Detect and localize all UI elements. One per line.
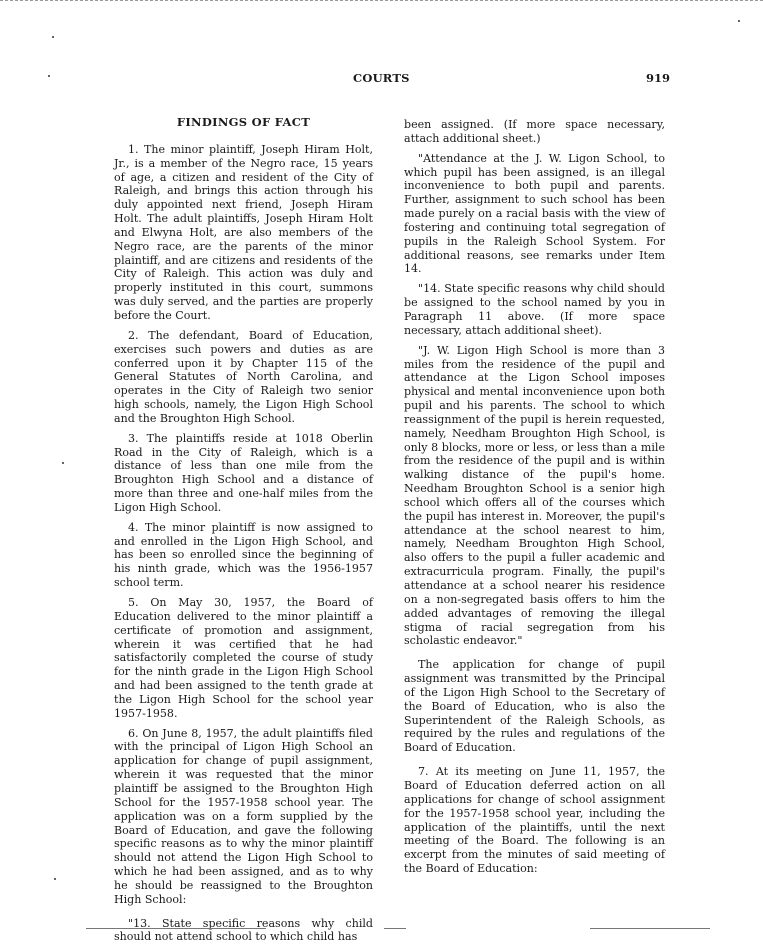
running-head [0, 71, 763, 87]
scan-speck [738, 20, 740, 22]
top-dashed-border [0, 0, 763, 1]
quote-item-14: "14. State specific reasons why child should be assigned to the school named by you in Paragraph 11 above. (If more space necessary, attach additional sheet). [404, 282, 665, 337]
bottom-rule-right [590, 928, 710, 929]
finding-paragraph-5: 5. On May 30, 1957, the Board of Education delivered to the minor plaintiff a certificate of promotion and assignment, wherein it was certified that he had satisfactorily completed the course of study for the ninth grade in the Ligon High School and had been assigned to the tenth grade at the Ligon High School for the school year 1957-1958. [114, 596, 373, 720]
finding-paragraph-6: 6. On June 8, 1957, the adult plaintiffs filed with the principal of Ligon High School an application for change of pupil assignment, wherein it was requested that the minor plaintiff be assigned to the Broughton High School for the 1957-1958 school year. The application was on a form supplied by the Board of Education, and gave the following specific reasons as to why the minor plaintiff should not attend the Ligon High School to which he had been assigned, and as to why he should be reassigned to the Broughton High School: [114, 726, 373, 906]
left-column [114, 116, 373, 950]
section-heading: FINDINGS OF FACT [176, 115, 311, 129]
finding-paragraph-2: 2. The defendant, Board of Education, exercises such powers and duties as are conferred upon it by Chapter 115 of the General Statutes of North Carolina, and operates in the City of Raleigh two senior high schools, namely, the Ligon High School and the Broughton High School. [114, 328, 373, 425]
bottom-rule-left [86, 928, 266, 929]
scan-speck [54, 878, 56, 880]
quote-item-13-continuation: been assigned. (If more space necessary, attach additional sheet.) [404, 118, 665, 145]
running-head-title: COURTS [353, 71, 410, 85]
finding-paragraph-3: 3. The plaintiffs reside at 1018 Oberlin Road in the City of Raleigh, which is a distance of less than one mile from the Broughton High School and a distance of more than three and one-half miles from the Ligon High School. [114, 431, 373, 514]
scan-speck [48, 75, 50, 77]
finding-paragraph-4: 4. The minor plaintiff is now assigned to and enrolled in the Ligon High School, and has been so enrolled since the beginning of his ninth grade, which was the 1956-1957 school term. [114, 520, 373, 590]
bottom-rule-center [384, 928, 406, 929]
quote-paragraph-ligon: "J. W. Ligon High School is more than 3 miles from the residence of the pupil and attendance at the Ligon School imposes physical and mental inconvenience upon both pupil and his parents. The school to which reassignment of the pupil is herein requested, namely, Needham Broughton High School, is only 8 blocks, more or less, or less than a mile from the residence of the pupil and is within walking distance of the pupil's home. Needham Broughton School is a senior high school which offers all of the courses which the pupil has interest in. Moreover, the pupil's attendance at the school nearest to him, namely, Needham Broughton High School, also offers to the pupil a fuller academic and extracurricula program. Finally, the pupil's attendance at a school nearer his residence on a non-segregated basis offers to him the added advantages of removing the illegal stigma of racial segregation from his scholastic endeavor." [404, 343, 665, 648]
right-column [404, 118, 665, 882]
application-paragraph: The application for change of pupil assignment was transmitted by the Principal of the Ligon High School to the Secretary of the Board of Education, who is also the Superintendent of the Raleigh Schools, as required by the rules and regulations of the Board of Education. [404, 658, 665, 755]
quote-item-13-start: "13. State specific reasons why child should not attend school to which child has [114, 916, 373, 944]
finding-paragraph-1: 1. The minor plaintiff, Joseph Hiram Holt, Jr., is a member of the Negro race, 15 years of age, a citizen and resident of the City of Raleigh, and brings this action through his duly appointed next friend, Joseph Hiram Holt. The adult plaintiffs, Joseph Hiram Holt and Elwyna Holt, are also members of the Negro race, are the parents of the minor plaintiff, and are citizens and residents of the City of Raleigh. This action was duly and properly instituted in this court, summons was duly served, and the parties are properly before the Court. [114, 142, 373, 322]
page-number: 919 [646, 71, 671, 85]
quote-paragraph-attendance: "Attendance at the J. W. Ligon School, to which pupil has been assigned, is an illegal inconvenience to both pupil and parents. Further, assignment to such school has been made purely on a racial basis with the view of fostering and continuing total segregation of pupils in the Raleigh School System. For additional reasons, see remarks under Item 14. [404, 151, 665, 276]
scan-speck [62, 462, 64, 464]
finding-paragraph-7: 7. At its meeting on June 11, 1957, the Board of Education deferred action on all applications for change of school assignment for the 1957-1958 school year, including the application of the plaintiffs, until the next meeting of the Board. The following is an excerpt from the minutes of said meeting of the Board of Education: [404, 765, 665, 876]
scan-speck [52, 36, 54, 38]
